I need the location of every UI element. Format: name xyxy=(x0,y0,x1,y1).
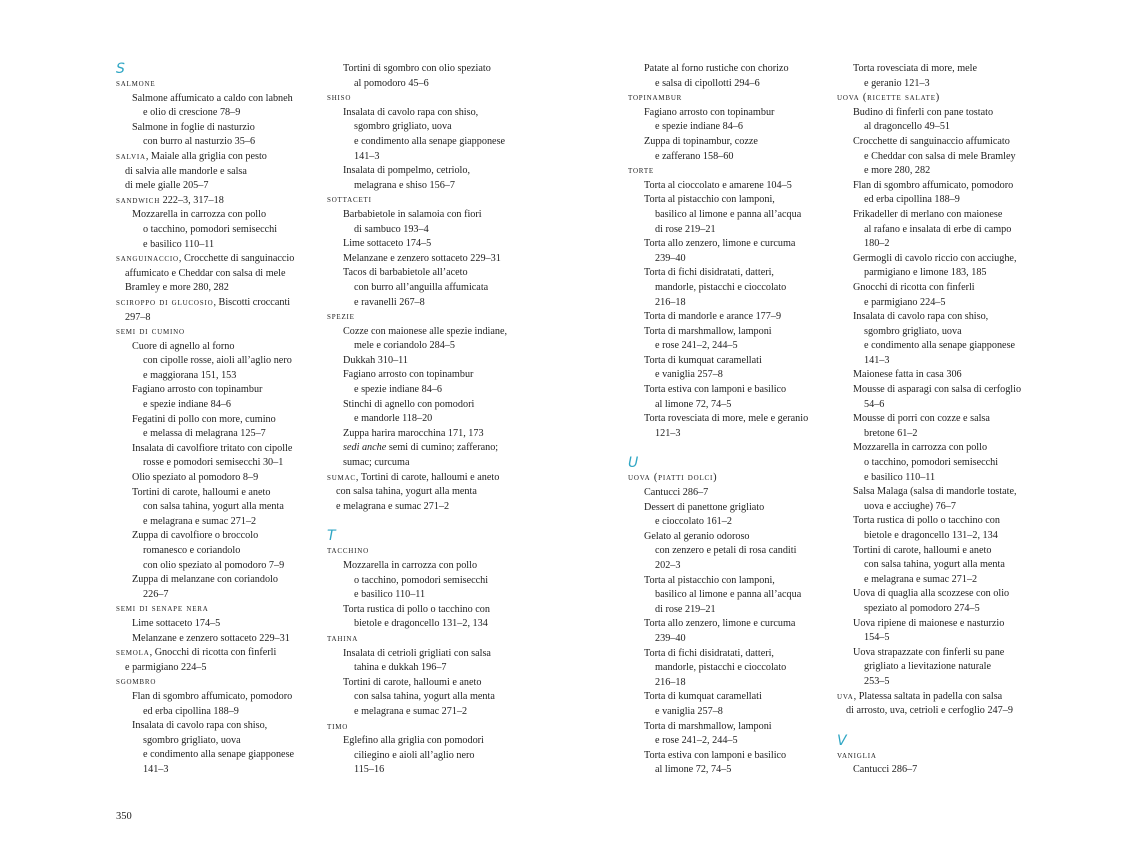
index-heading: salmone xyxy=(116,78,156,89)
index-continuation: uova e acciughe) 76–7 xyxy=(864,500,956,512)
index-heading: timo xyxy=(327,720,349,732)
index-subentry: Flan di sgombro affumicato, pomodoro xyxy=(132,690,293,702)
index-continuation: e geranio 121–3 xyxy=(864,77,930,89)
index-continuation: e parmigiano 224–5 xyxy=(125,661,207,673)
index-continuation: e melagrana e sumac 271–2 xyxy=(336,500,450,512)
index-continuation: bietole e dragoncello 131–2, 134 xyxy=(354,618,488,630)
index-subentry: Fagiano arrosto con topinambur xyxy=(644,106,775,118)
index-continuation: e basilico 110–11 xyxy=(864,471,936,483)
entry-text: , Maiale alla griglia con pesto xyxy=(145,150,267,162)
index-continuation: parmigiano e limone 183, 185 xyxy=(864,267,987,279)
index-subentry: Lime sottaceto 174–5 xyxy=(132,617,221,629)
index-subentry: Torta al pistacchio con lamponi, xyxy=(644,194,775,206)
index-continuation: 141–3 xyxy=(354,150,380,162)
index-continuation: con zenzero e petali di rosa canditi xyxy=(655,545,797,557)
index-subentry: Crocchette di sanguinaccio affumicato xyxy=(853,135,1010,147)
index-continuation: e mandorle 118–20 xyxy=(354,413,433,425)
index-continuation: e melagrana e sumac 271–2 xyxy=(143,515,257,527)
index-continuation: e salsa di cipollotti 294–6 xyxy=(655,77,760,89)
index-subentry: sumac; curcuma xyxy=(343,457,410,469)
index-continuation: 253–5 xyxy=(864,675,890,687)
index-subentry: Barbabietole in salamoia con fiori xyxy=(343,208,482,220)
index-continuation: al limone 72, 74–5 xyxy=(655,398,732,410)
index-subentry: Zuppa harira marocchina 171, 173 xyxy=(343,427,484,439)
index-continuation: affumicato e Cheddar con salsa di mele xyxy=(125,267,286,279)
index-subentry: Salsa Malaga (salsa di mandorle tostate, xyxy=(853,486,1017,498)
index-continuation: e olio di crescione 78–9 xyxy=(143,107,241,119)
index-subentry: Insalata di cavolo rapa con shiso, xyxy=(853,311,989,323)
index-subentry: Torta di mandorle e arance 177–9 xyxy=(644,311,782,323)
index-continuation: con salsa tahina, yogurt alla menta xyxy=(354,691,495,703)
index-continuation: melagrana e shiso 156–7 xyxy=(354,179,455,191)
index-subentry: Tortini di carote, halloumi e aneto xyxy=(853,544,992,556)
index-continuation: 141–3 xyxy=(864,354,890,366)
index-heading: sanguinaccio xyxy=(116,253,179,265)
index-subentry: Mousse di asparagi con salsa di cerfoglio xyxy=(853,384,1022,396)
index-continuation: e more 280, 282 xyxy=(864,165,931,177)
index-subentry: Stinchi di agnello con pomodori xyxy=(343,398,475,410)
index-continuation: e condimento alla senape giapponese xyxy=(143,749,295,761)
index-continuation: di arrosto, uva, cetrioli e cerfoglio 247–9 xyxy=(846,705,1013,717)
index-continuation: e vaniglia 257–8 xyxy=(655,705,723,717)
index-continuation: 121–3 xyxy=(655,427,681,439)
index-heading: sgombro xyxy=(116,676,157,688)
index-column-3 xyxy=(628,62,823,778)
index-continuation: e melagrana e sumac 271–2 xyxy=(354,705,468,717)
index-continuation: e spezie indiane 84–6 xyxy=(143,399,231,411)
index-subentry: Dessert di panettone grigliato xyxy=(644,501,765,513)
index-continuation: ed erba cipollina 188–9 xyxy=(864,194,960,206)
section-letter: V xyxy=(837,732,847,749)
index-heading: spezie xyxy=(327,311,355,323)
index-continuation: mandorle, pistacchi e cioccolato xyxy=(655,281,787,293)
index-heading: vaniglia xyxy=(837,749,877,761)
entry-text: , Tortini di carote, halloumi e aneto xyxy=(355,471,500,483)
index-continuation: 239–40 xyxy=(655,252,686,264)
index-heading: semi di senape nera xyxy=(116,603,209,615)
index-continuation: con salsa tahina, yogurt alla menta xyxy=(143,501,284,513)
index-continuation: e spezie indiane 84–6 xyxy=(655,121,743,133)
index-continuation: speziato al pomodoro 274–5 xyxy=(864,602,980,614)
index-subentry: Tortini di carote, halloumi e aneto xyxy=(132,486,271,498)
index-subentry: Mozzarella in carrozza con pollo xyxy=(343,560,478,571)
index-continuation: con cipolle rosse, aioli all’aglio nero xyxy=(143,355,292,367)
index-subentry: Patate al forno rustiche con chorizo xyxy=(644,63,789,74)
index-continuation: con salsa tahina, yogurt alla menta xyxy=(864,559,1005,571)
index-subentry: Dukkah 310–11 xyxy=(343,354,408,366)
index-subentry: Flan di sgombro affumicato, pomodoro xyxy=(853,179,1014,191)
index-continuation: e rose 241–2, 244–5 xyxy=(655,735,738,747)
index-continuation: mele e coriandolo 284–5 xyxy=(354,340,455,352)
index-continuation: 239–40 xyxy=(655,632,686,644)
index-continuation: o tacchino, pomodori semisecchi xyxy=(143,223,278,235)
index-subentry: Tortini di sgombro con olio speziato xyxy=(343,63,491,74)
index-subentry: Torta allo zenzero, limone e curcuma xyxy=(644,238,796,250)
index-continuation: al dragoncello 49–51 xyxy=(864,121,951,133)
index-column-1 xyxy=(116,62,321,778)
index-continuation: e melassa di melagrana 125–7 xyxy=(143,428,266,440)
index-continuation: ciliegino e aioli all’aglio nero xyxy=(354,749,475,761)
index-entry xyxy=(116,296,321,311)
index-continuation: di salvia alle mandorle e salsa xyxy=(125,165,247,177)
index-continuation: 202–3 xyxy=(655,560,681,571)
index-continuation: di rose 219–21 xyxy=(655,603,716,615)
index-subentry: Fagiano arrosto con topinambur xyxy=(343,369,474,381)
section-gap xyxy=(628,441,823,456)
entry-text: , Gnocchi di ricotta con finferli xyxy=(149,647,277,659)
index-subentry: Mousse di porri con cozze e salsa xyxy=(853,413,990,425)
index-continuation: 216–18 xyxy=(655,296,686,308)
index-subentry: Zuppa di topinambur, cozze xyxy=(644,135,758,147)
index-continuation: e spezie indiane 84–6 xyxy=(354,384,442,396)
index-subentry: Melanzane e zenzero sottaceto 229–31 xyxy=(343,252,501,264)
index-continuation: basilico al limone e panna all’acqua xyxy=(655,589,802,601)
index-continuation: e parmigiano 224–5 xyxy=(864,296,946,308)
index-subentry: Mozzarella in carrozza con pollo xyxy=(853,442,988,454)
index-continuation: al limone 72, 74–5 xyxy=(655,764,732,776)
index-continuation: 297–8 xyxy=(125,311,151,323)
index-heading: uova (piatti dolci) xyxy=(628,472,718,484)
index-heading: sumac xyxy=(327,471,356,483)
index-subentry: Maionese fatta in casa 306 xyxy=(853,369,962,381)
index-subentry: Torta allo zenzero, limone e curcuma xyxy=(644,618,796,630)
index-subentry: Torta di kumquat caramellati xyxy=(644,691,762,703)
index-heading: uva xyxy=(837,690,854,702)
index-heading: torte xyxy=(628,165,655,177)
see-also-label: sedi anche xyxy=(343,442,387,454)
index-entry xyxy=(116,194,321,209)
index-subentry: Insalata di cavolo rapa con shiso, xyxy=(132,720,268,732)
index-continuation: e ravanelli 267–8 xyxy=(354,296,425,308)
index-subentry: Cozze con maionese alle spezie indiane, xyxy=(343,325,508,337)
index-subentry: Lime sottaceto 174–5 xyxy=(343,238,432,250)
see-also-entry xyxy=(327,441,537,456)
index-subentry: Torta rovesciata di more, mele e geranio xyxy=(644,413,809,425)
index-continuation: 154–5 xyxy=(864,632,890,644)
index-continuation: con salsa tahina, yogurt alla menta xyxy=(336,486,477,498)
index-continuation: romanesco e coriandolo xyxy=(143,545,241,556)
index-continuation: o tacchino, pomodori semisecchi xyxy=(864,457,999,469)
index-continuation: e rose 241–2, 244–5 xyxy=(655,340,738,352)
index-subentry: Tacos di barbabietole all’aceto xyxy=(343,267,468,279)
index-continuation: e melagrana e sumac 271–2 xyxy=(864,573,978,585)
index-subentry: Fagiano arrosto con topinambur xyxy=(132,384,263,396)
index-continuation: e Cheddar con salsa di mele Bramley xyxy=(864,150,1016,162)
index-continuation: basilico al limone e panna all’acqua xyxy=(655,208,802,220)
index-entry xyxy=(327,471,537,486)
index-subentry: Torta rustica di pollo o tacchino con xyxy=(343,603,490,615)
index-continuation: e vaniglia 257–8 xyxy=(655,369,723,381)
index-heading: salvia xyxy=(116,150,146,162)
index-continuation: 216–18 xyxy=(655,676,686,688)
index-subentry: Tortini di carote, halloumi e aneto xyxy=(343,676,482,688)
index-column-2 xyxy=(327,62,537,778)
index-subentry: Torta di marshmallow, lamponi xyxy=(644,720,772,732)
index-subentry: Insalata di cetrioli grigliati con salsa xyxy=(343,647,491,659)
entry-text: 222–3, 317–18 xyxy=(160,194,224,206)
index-continuation: e basilico 110–11 xyxy=(143,238,215,250)
index-continuation: e basilico 110–11 xyxy=(354,589,426,601)
index-continuation: 115–16 xyxy=(354,764,385,776)
entry-text: semi di cumino; zafferano; xyxy=(386,442,499,454)
index-continuation: bietole e dragoncello 131–2, 134 xyxy=(864,530,998,541)
index-continuation: grigliato a lievitazione naturale xyxy=(864,661,992,673)
index-subentry: Cantucci 286–7 xyxy=(853,764,918,776)
index-subentry: Insalata di cavolfiore tritato con cipolle xyxy=(132,442,293,454)
index-continuation: con olio speziato al pomodoro 7–9 xyxy=(143,559,285,571)
index-continuation: sgombro grigliato, uova xyxy=(864,325,962,337)
entry-text: , Crocchette di sanguinaccio xyxy=(178,253,295,265)
index-continuation: rosse e pomodori semisecchi 30–1 xyxy=(143,457,284,469)
index-subentry: Insalata di pompelmo, cetriolo, xyxy=(343,165,471,177)
index-subentry: Torta di fichi disidratati, datteri, xyxy=(644,267,774,279)
entry-text: , Biscotti croccanti xyxy=(213,296,291,308)
index-continuation: e cioccolato 161–2 xyxy=(655,516,732,528)
index-subentry: Cuore di agnello al forno xyxy=(132,340,235,352)
index-subentry: Torta di kumquat caramellati xyxy=(644,354,762,366)
index-subentry: Salmone in foglie di nasturzio xyxy=(132,121,255,133)
index-heading: shiso xyxy=(327,92,352,104)
index-continuation: di sambuco 193–4 xyxy=(354,223,429,235)
index-continuation: bretone 61–2 xyxy=(864,427,918,439)
index-continuation: Bramley e more 280, 282 xyxy=(125,282,229,294)
index-continuation: con burro al nasturzio 35–6 xyxy=(143,136,256,148)
index-subentry: Torta di marshmallow, lamponi xyxy=(644,325,772,337)
index-entry xyxy=(116,252,321,267)
index-subentry: Torta estiva con lamponi e basilico xyxy=(644,749,787,761)
index-subentry: Torta al pistacchio con lamponi, xyxy=(644,574,775,586)
index-continuation: o tacchino, pomodori semisecchi xyxy=(354,574,489,586)
index-subentry: Uova di quaglia alla scozzese con olio xyxy=(853,588,1010,600)
index-continuation: 180–2 xyxy=(864,238,890,250)
index-continuation: 226–7 xyxy=(143,588,169,600)
index-heading: semi di cumino xyxy=(116,326,185,338)
index-subentry: Germogli di cavolo riccio con acciughe, xyxy=(853,252,1017,264)
entry-text: , Platessa saltata in padella con salsa xyxy=(853,690,1003,702)
index-subentry: Torta rovesciata di more, mele xyxy=(853,63,978,74)
index-continuation: ed erba cipollina 188–9 xyxy=(143,705,239,717)
index-subentry: Torta di fichi disidratati, datteri, xyxy=(644,647,774,659)
index-subentry: Zuppa di melanzane con coriandolo xyxy=(132,574,278,586)
index-subentry: Mozzarella in carrozza con pollo xyxy=(132,209,267,221)
index-continuation: con burro all’anguilla affumicata xyxy=(354,281,489,293)
index-subentry: Eglefino alla griglia con pomodori xyxy=(343,735,484,747)
index-subentry: Gnocchi di ricotta con finferli xyxy=(853,281,975,293)
index-continuation: e condimento alla senape giapponese xyxy=(354,135,506,147)
page-number: 350 xyxy=(116,811,132,822)
index-continuation: di mele gialle 205–7 xyxy=(125,180,209,192)
index-heading: sciroppo di glucosio xyxy=(116,296,214,308)
index-heading: sottaceti xyxy=(327,194,372,206)
index-subentry: Torta rustica di pollo o tacchino con xyxy=(853,515,1000,527)
index-continuation: al rafano e insalata di erbe di campo xyxy=(864,223,1012,235)
section-gap xyxy=(837,719,1027,734)
section-letter: U xyxy=(628,455,639,472)
index-continuation: sgombro grigliato, uova xyxy=(354,121,452,133)
index-subentry: Insalata di cavolo rapa con shiso, xyxy=(343,106,479,118)
index-subentry: Budino di finferli con pane tostato xyxy=(853,106,994,118)
index-heading: sandwich xyxy=(116,194,161,206)
index-subentry: Olio speziato al pomodoro 8–9 xyxy=(132,472,259,484)
section-letter: T xyxy=(327,528,336,545)
index-continuation: e condimento alla senape giapponese xyxy=(864,340,1016,352)
index-subentry: Frikadeller di merlano con maionese xyxy=(853,208,1003,220)
index-entry xyxy=(837,690,1027,705)
index-entry xyxy=(116,150,321,165)
index-continuation: e zafferano 158–60 xyxy=(655,150,734,162)
index-heading: uova (ricette salate) xyxy=(837,92,941,104)
section-gap xyxy=(327,514,537,529)
index-subentry: Salmone affumicato a caldo con labneh xyxy=(132,92,293,104)
index-subentry: Cantucci 286–7 xyxy=(644,487,709,499)
index-subentry: Zuppa di cavolfiore o broccolo xyxy=(132,530,259,542)
index-continuation: 141–3 xyxy=(143,763,169,775)
index-heading: tacchino xyxy=(327,545,370,557)
index-continuation: e maggiorana 151, 153 xyxy=(143,369,237,381)
section-letter: S xyxy=(116,61,125,77)
index-column-4 xyxy=(837,62,1027,778)
index-heading: tahina xyxy=(327,632,359,644)
index-heading: semola xyxy=(116,647,150,659)
index-subentry: Torta estiva con lamponi e basilico xyxy=(644,384,787,396)
index-subentry: Uova strapazzate con finferli su pane xyxy=(853,646,1005,658)
index-continuation: al pomodoro 45–6 xyxy=(354,77,429,89)
index-continuation: di rose 219–21 xyxy=(655,223,716,235)
index-heading: topinambur xyxy=(628,92,683,104)
index-continuation: tahina e dukkah 196–7 xyxy=(354,662,447,674)
index-entry xyxy=(116,646,321,661)
index-subentry: Uova ripiene di maionese e nasturzio xyxy=(853,617,1005,629)
index-subentry: Fegatini di pollo con more, cumino xyxy=(132,413,276,425)
index-continuation: sgombro grigliato, uova xyxy=(143,734,241,746)
index-subentry: Gelato al geranio odoroso xyxy=(644,530,750,542)
index-continuation: mandorle, pistacchi e cioccolato xyxy=(655,662,787,674)
index-continuation: 54–6 xyxy=(864,398,885,410)
index-subentry: Melanzane e zenzero sottaceto 229–31 xyxy=(132,632,290,644)
index-subentry: Torta al cioccolato e amarene 104–5 xyxy=(644,179,792,191)
